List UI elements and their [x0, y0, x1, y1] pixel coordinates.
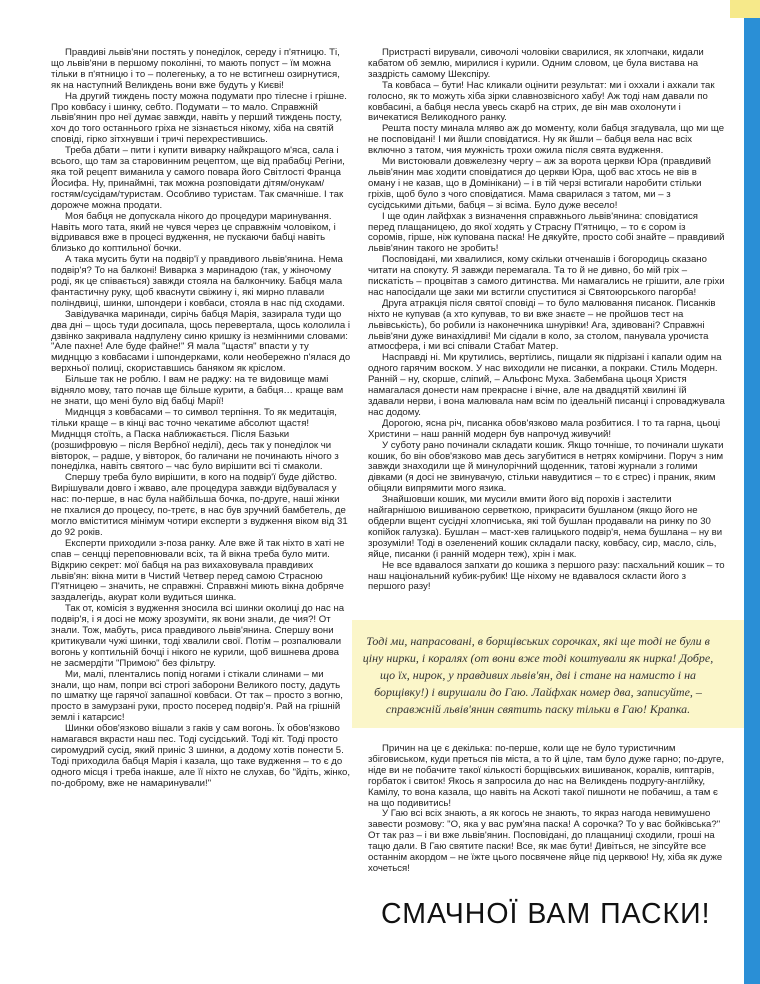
paragraph: Дорогою, ясна річ, писанка обов'язково мала розбитися. І то та гарна, цьоці Христини – наш ранній модерн був напрочуд живучий!: [368, 417, 721, 440]
paragraph: На другий тиждень посту можна подумати про тілесне і грішне. Про ковбасу і шинку, себто. Подумати – то мало. Справжній львів'янин про неї думає завжди, навіть у перший тиждень посту, хоч до того останнього гріха не зізнається нікому, хіба на святій сповіді, гірко зітхнувши і тричі перехрестившись.: [51, 90, 347, 146]
paragraph: Завідувачка маринади, сирічь бабця Марія, зазирала туди що два дні – щось туди досипала, щось перевертала, щось кололила і дзвінко закривала надпулену синю кришку із незмінними словами: "Але пахне! Але буде файне!" Я мала "щастя" впасти у ту миднццю з ковбасами і шпондерками, коли необережно п'ялася до верхньої полиці, скориставшись баняком як кріслом.: [51, 308, 351, 375]
paragraph: І ще один лайфхак з визначення справжнього львів'янина: сповідатися перед плащаницею, до якої ходять у Страсну П'ятницю, – то є сором із соромів, гірше, ніж купована паска! Не дякуйте, просто собі знайте – правдивий львів'янин такого не зробить!: [368, 210, 725, 255]
paragraph: Так от, комісія з вудження зносила всі шинки околиці до нас на подвір'я, і я досі не можу зрозуміти, як вони знали, де чия?! От знали. Тож, мабуть, риса правдивого львів'янина. Спершу вони критикували чужі шинки, тоді хвалили свої. Потім – розпалювали вогонь у коптильній бочці і нікого не курили, щоб вишнева дрова не засмердіти "Примою" без фільтру.: [51, 603, 345, 669]
paragraph: У суботу рано починали складати кошик. Якщо точніше, то починали шукати кошик, бо він обов'язково мав десь загубитися в нетрях комірчини. Поруч з ним завжди знаходили ще й минулорічний щоденник, татові журнали з голими дівками (я досі не звинувачую, стільки навудитися – то є стрес) і праник, яким обіцяли випрямити мого язика.: [368, 439, 724, 495]
paragraph: Насправді ні. Ми крутились, вертілись, пищали як підрізані і капали одим на одного гарячим воском. У нас виходили не писанки, а покраки. Стиль Модерн. Ранній – ну, скорше, сліпий, – Альфонс Муха. Забембана цьоця Христя намагалася донести нам прекрасне і вічне, але на двадцятій хвилині їй здавали нерви, і вона малювала нам всім по ідеальній писанці і спроваджувала нас додому.: [368, 352, 725, 418]
paragraph: У Гаю всі всіх знають, а як когось не знають, то якраз нагода невимушено завести розмову: "О, яка у вас рум'яна паска! А сорочка? То у вас бойківська?" От так раз – і ви вже львів'янин. Посповідані, до плащаниці сходили, гроші на тацю дали. В Гаю святите паски! Все, як має бути! Дивіться, не зіпсуйте все останнім акордом – не їжте цього посвячене яйце під церквою! Ну, хіба як дуже хочеться!: [368, 808, 723, 874]
right-column-bottom: [368, 744, 725, 875]
paragraph: Правдиві львів'яни постять у понеділок, середу і п'ятницю. Ті, що львів'яни в першому поколінні, то мають попуст – їм можна тільки в п'ятницю і то – полегеньку, а то не встигнеш озирнутися, як на наступний Великдень вони вже будуть у Києві!: [51, 47, 340, 91]
paragraph: Шинки обов'язково вішали з гаків у сам вогонь. Їх обов'язково намагався вкрасти наш пес. Тоді сусідський. Тоді кіт. Тоді просто сиромудрий сусід, який приніс 3 шинки, а додому хотів понести 5. Тоді приходила бабця Марія і казала, що таке вудження – то є до одного місця і треба інакше, але її ніхто не слухав, бо "йдіть, жінко, по-доброму, вже не намаринували!": [51, 723, 351, 789]
paragraph: Треба дбати – пити і купити виварку найкращого м'яса, сала і всього, що там за старовинним рецептом, ще від прабабці Регіни, яка той рецепт виманила у самого повара його Світлості Франца Йосифа. Ну, принаймні, так можна розповідати дітям/онукам/гостям/сусідам/туристам. Особливо туристам. Так смачніше. І так дорожче можна продати.: [51, 145, 345, 211]
paragraph: Миднцця з ковбасами – то символ терпіння. То як медитація, тільки краще – в кінці вас точно чекатиме абсолют щастя! Миднцця стоїть, а Паска наближається. Після Базьки (розшифровую – після Вербної неділі), десь так у понеділок чи вівторок, – радше, у вівторок, бо галичани не починають нічого з понеділка, навіть святого – час було вирішити всі ті смаколи.: [51, 406, 339, 473]
paragraph: Та ковбаса – бути! Нас кликали оцінити результат: ми і оххали і ахкали так голосно, як то можуть хіба зірки славнозвісного хабу! Аж тоді нам давали по ковбасині, а бабця несла увесь скарб на стрих, де він мав охолонути і вичекатися Великодного ранку.: [368, 79, 715, 124]
paragraph: Решта посту минала мляво аж до моменту, коли бабця згадувала, що ми ще не посповідані! І ми йшли сповідатися. Ну як йшли – бабця вела нас всіх включно з татом, чия мужність трохи ожила після свята вудження.: [368, 123, 725, 157]
paragraph: Друга атракція після святої сповіді – то було малювання писанок. Писанків ніхто не купував (а хто купував, то ви вже знаєте – не пройшов тест на львівськість), бо робили із наконечника шнурівки! Ага, здивовані? Справжні львів'яни дуже винахідливі! Ми сідали в коло, за столом, панувала урочиста атмосфера, і ми всі співали Стабат Матер.: [368, 297, 716, 353]
top-bar: [0, 0, 760, 18]
closing-title: СМАЧНОЇ ВАМ ПАСКИ!: [381, 898, 711, 930]
paragraph: Посповідані, ми хвалилися, кому скільки отченашів і богородиць сказано читати на спокуту. Я завжди перемагала. Та то й не дивно, бо мій гріх – пискатість – процвітав з самого дитинства. Ми намагались не грішити, але гріхи нас напосідали ще заки ми встигли спуститися зі Святоюрського пагорба!: [368, 254, 725, 298]
paragraph: А така мусить бути на подвір'ї у правдивого львів'янина. Нема подвір'я? То на балконі! Виварка з маринадою (так, у жіночому роді, як це співається) завжди стояла на балкончику. Бабця мала фантастичну руку, щоб кваснути свіжину і, які мирно плавали поліндвиці, шинки, шпондери і ковбаси, стояла в нас під сходами.: [51, 254, 345, 309]
paragraph: Ми вистоювали довжелезну чергу – аж за ворота церкви Юра (правдивий львів'янин має ходити сповідатися до церкви Юра, щоб вас хтось не вів в оману і не казав, що в Домінікани) – і в тій черзі встигали наробити стільки гріхів, щоб було з чого сповідатися. Мама сварилася з татом, ми – з сусідськими дітьми, бабця – зі всіма. Було дуже весело!: [368, 156, 712, 211]
paragraph: Знайшовши кошик, ми мусили вмити його від порохів і застелити найгарнішою вишиваною серветкою, прикрасити бушланом (якщо його не обдерли вщент сусідні хлопчиська, які той бушлан продавали на ринку по 30 копійок галузка). Бушлан – маст-хев галицького подвір'я, нема бушлана – ну ви зрозуміли! Тоді в озеленений кошик складали паску, ковбасу, сир, масло, сіль, яйце, писанки (і ранній модерн теж), хрін і мак.: [368, 494, 723, 560]
paragraph: Ми, малі, плентались попід ногами і стікали слинами – ми знали, що нам, попри всі строгі заборони Великого посту, дадуть по шматку ще гарячої запашної ковбаси. От так – просто з вогню, просто в замурзані руки, просто посеред подвір'я. Рай на грішній землі і катарсис!: [51, 668, 343, 724]
left-column: [51, 48, 351, 790]
right-column: [368, 48, 725, 593]
paragraph: Моя бабця не допускала нікого до процедури маринування. Навіть мого тата, який не чувся через це справжнім чоловіком, і відривався вже в процесі вудження, не пускаючи бабці навіть близько до коптильної бочки.: [51, 210, 336, 255]
paragraph: Більше так не роблю. І вам не раджу: на те видовище мамі відняло мову, тато почав ще більше курити, а бабця… краще вам не знати, що мені було від бабці Марії!: [51, 374, 344, 407]
pull-quote: Тоді ми, напрасовані, в борщівських сорочках, які ще тоді не були в ціну нирки, і коралях (от вони вже тоді коштували як нирка! Добре, що їх, нирок, у правдивих львів'ян, дві і стане на намисто і на борщівку!) і вирушали до Гаю. Лайфхак номер два, записуйте, – справжній львів'янин святить паску тільки в Гаю! Крапка.: [362, 634, 714, 716]
paragraph: Спершу треба було вирішити, в кого на подвір'ї буде дійство. Вирішували довго і жваво, але процедура завжди відбувалася у нас: по-перше, в нас була найбільша бочка, по-друге, наші жінки не пхалися до процесу, по-третє, в нас був зручний бамбетель, де могло вміститися мінімум чотири експерти з вудження віком від 31 до 92 років.: [51, 472, 348, 538]
paragraph: Пристрасті вирували, сивочолі чоловіки сварилися, як хлопчаки, кидали кабатом об землю, мирилися і курили. Одним словом, це була вистава на заздрість самому Шекспіру.: [368, 47, 704, 80]
right-accent-stripe: [744, 18, 760, 984]
paragraph: Не все вдавалося запхати до кошика з першого разу: пасхальний кошик – то наш національний кубик-рубик! Ще ніхому не вдавалося скласти його з першого разу!: [368, 559, 725, 593]
paragraph: Причин на це є декілька: по-перше, коли ще не було туристичним збіговиськом, куди преться пів міста, а то й ціле, там було дуже гарно; по-друге, ніде ви не побачите такої кількості борщівських вишиванок, коралів, киптарів, горбаток і свиток! Якось я запросила до нас на Великдень подругу-англійку, Камілу, то вона казала, що навіть на Аскоті такої пишноти не побачиш, а там є на що подивитись!: [368, 743, 725, 809]
top-accent-strip: [730, 0, 760, 18]
paragraph: Експерти приходили з-поза ранку. Але вже й так ніхто в хаті не спав – сенцці переповнювали всіх, та й вікна треба було мити. Відкрию секрет: мої бабця на раз вихаховувала правдивих львів'ян: вікна мити в Чистий Четвер перед самою Страсною П'ятницею – значить, не справжні. Справжні миють вікна добряче заздалегідь, акурат коли вудиться шинка.: [51, 537, 345, 604]
